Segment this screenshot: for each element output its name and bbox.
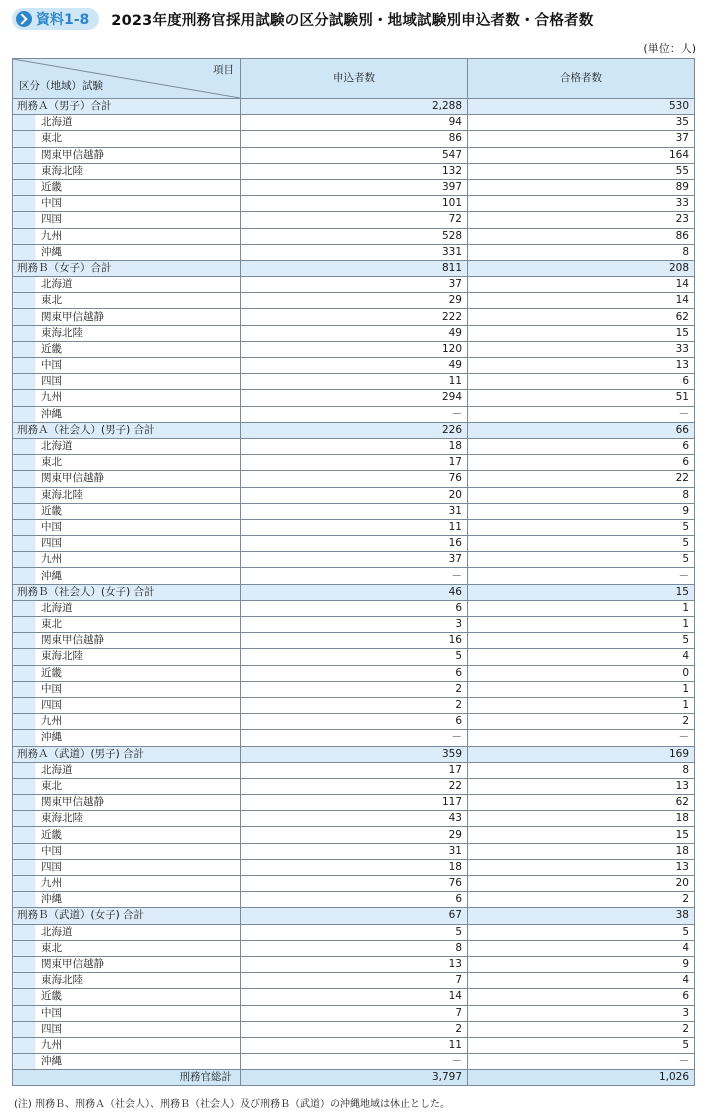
applicants-cell: 2: [241, 681, 468, 697]
subtotal-row: [13, 746, 695, 762]
table-row: [13, 179, 695, 195]
passed-cell: 37: [468, 131, 695, 147]
passed-cell: 1: [468, 697, 695, 713]
corner-header-cell: [13, 59, 241, 99]
applicants-cell: 2: [241, 1021, 468, 1037]
applicants-cell: －: [241, 1054, 468, 1070]
passed-cell: 8: [468, 762, 695, 778]
row-label: 九州: [13, 1037, 241, 1053]
applicants-cell: 8: [241, 940, 468, 956]
row-label: 近畿: [13, 341, 241, 357]
page-title: 2023年度刑務官採用試験の区分試験別・地域試験別申込者数・合格者数: [111, 12, 594, 29]
passed-cell: 62: [468, 309, 695, 325]
passed-cell: 5: [468, 924, 695, 940]
passed-cell: 86: [468, 228, 695, 244]
row-label: 沖縄: [13, 568, 241, 584]
passed-cell: 4: [468, 649, 695, 665]
row-label: 中国: [13, 358, 241, 374]
passed-cell: 2: [468, 1021, 695, 1037]
table-row: [13, 536, 695, 552]
applicants-cell: 22: [241, 778, 468, 794]
row-label: 近畿: [13, 179, 241, 195]
row-label: 刑務Ｂ（武道）(女子) 合計: [13, 908, 241, 924]
row-label: 北海道: [13, 277, 241, 293]
subtotal-row: [13, 260, 695, 276]
passed-cell: 5: [468, 519, 695, 535]
row-label: 九州: [13, 714, 241, 730]
table-row: [13, 697, 695, 713]
table-row: [13, 730, 695, 746]
applicants-cell: 11: [241, 519, 468, 535]
table-row: [13, 649, 695, 665]
applicants-cell: 86: [241, 131, 468, 147]
table-row: [13, 228, 695, 244]
table-row: [13, 633, 695, 649]
row-label: 北海道: [13, 762, 241, 778]
subtotal-row: [13, 99, 695, 115]
applicants-cell: 49: [241, 325, 468, 341]
row-label: 四国: [13, 374, 241, 390]
table-row: [13, 438, 695, 454]
row-label: 九州: [13, 876, 241, 892]
row-label: 北海道: [13, 924, 241, 940]
passed-cell: 6: [468, 455, 695, 471]
table-row: [13, 924, 695, 940]
row-label: 中国: [13, 196, 241, 212]
passed-cell: 169: [468, 746, 695, 762]
passed-cell: 8: [468, 487, 695, 503]
passed-cell: －: [468, 406, 695, 422]
table-row: [13, 455, 695, 471]
applicants-cell: 31: [241, 843, 468, 859]
passed-cell: 18: [468, 811, 695, 827]
table-row: [13, 973, 695, 989]
passed-cell: 15: [468, 325, 695, 341]
row-label: 東北: [13, 293, 241, 309]
applicants-cell: 6: [241, 600, 468, 616]
row-label: 中国: [13, 681, 241, 697]
table-row: [13, 665, 695, 681]
applicants-cell: 14: [241, 989, 468, 1005]
table-row: [13, 519, 695, 535]
table-row: [13, 714, 695, 730]
table-row: [13, 940, 695, 956]
row-label: 北海道: [13, 438, 241, 454]
passed-cell: 20: [468, 876, 695, 892]
row-label: 四国: [13, 697, 241, 713]
table-row: [13, 341, 695, 357]
passed-cell: 3: [468, 1005, 695, 1021]
passed-cell: 1: [468, 681, 695, 697]
applicants-cell: －: [241, 406, 468, 422]
passed-cell: 530: [468, 99, 695, 115]
passed-cell: 9: [468, 956, 695, 972]
row-label: 近畿: [13, 989, 241, 1005]
table-row: [13, 1021, 695, 1037]
table-row: [13, 989, 695, 1005]
data-table: [12, 58, 695, 1086]
passed-cell: 15: [468, 584, 695, 600]
table-row: [13, 1054, 695, 1070]
unit-label: (単位：人): [643, 42, 696, 55]
table-row: [13, 778, 695, 794]
applicants-cell: 17: [241, 762, 468, 778]
table-row: [13, 552, 695, 568]
table-row: [13, 568, 695, 584]
table-row: [13, 762, 695, 778]
row-label: 沖縄: [13, 730, 241, 746]
table-body: [13, 99, 695, 1086]
row-label: 沖縄: [13, 244, 241, 260]
passed-cell: 33: [468, 196, 695, 212]
row-label: 刑務Ｂ（社会人）(女子) 合計: [13, 584, 241, 600]
applicants-cell: 120: [241, 341, 468, 357]
table-row: [13, 212, 695, 228]
applicants-cell: 294: [241, 390, 468, 406]
document-badge: [12, 8, 99, 30]
table-row: [13, 795, 695, 811]
row-label: 関東甲信越静: [13, 956, 241, 972]
passed-cell: 164: [468, 147, 695, 163]
row-label: 東海北陸: [13, 973, 241, 989]
passed-cell: 15: [468, 827, 695, 843]
passed-cell: 33: [468, 341, 695, 357]
row-label: 関東甲信越静: [13, 471, 241, 487]
applicants-cell: 11: [241, 374, 468, 390]
grand-total-row: [13, 1070, 695, 1086]
table-row: [13, 358, 695, 374]
row-label: 沖縄: [13, 1054, 241, 1070]
table-row: [13, 309, 695, 325]
table-row: [13, 244, 695, 260]
passed-cell: 6: [468, 438, 695, 454]
applicants-cell: －: [241, 568, 468, 584]
applicants-cell: 13: [241, 956, 468, 972]
table-row: [13, 956, 695, 972]
table-row: [13, 827, 695, 843]
table-row: [13, 147, 695, 163]
applicants-cell: 49: [241, 358, 468, 374]
passed-cell: 8: [468, 244, 695, 260]
subtotal-row: [13, 908, 695, 924]
row-label: 四国: [13, 1021, 241, 1037]
row-label: 東北: [13, 131, 241, 147]
passed-cell: －: [468, 1054, 695, 1070]
applicants-cell: 16: [241, 633, 468, 649]
passed-cell: 5: [468, 536, 695, 552]
row-label: 沖縄: [13, 892, 241, 908]
passed-cell: 38: [468, 908, 695, 924]
passed-cell: 9: [468, 503, 695, 519]
table-row: [13, 131, 695, 147]
passed-cell: 4: [468, 940, 695, 956]
row-label: 近畿: [13, 503, 241, 519]
applicants-cell: 37: [241, 552, 468, 568]
applicants-cell: 7: [241, 973, 468, 989]
row-label: 関東甲信越静: [13, 309, 241, 325]
applicants-cell: 6: [241, 892, 468, 908]
passed-cell: 1,026: [468, 1070, 695, 1086]
row-label: 近畿: [13, 827, 241, 843]
row-label: 東海北陸: [13, 649, 241, 665]
chevron-icon: [16, 11, 32, 27]
table-row: [13, 859, 695, 875]
row-label: 九州: [13, 552, 241, 568]
row-label: 東北: [13, 455, 241, 471]
table-row: [13, 325, 695, 341]
row-label: 九州: [13, 390, 241, 406]
applicants-cell: 11: [241, 1037, 468, 1053]
table-row: [13, 374, 695, 390]
row-label: 東北: [13, 778, 241, 794]
applicants-cell: 46: [241, 584, 468, 600]
applicants-cell: 359: [241, 746, 468, 762]
row-label: 東海北陸: [13, 487, 241, 503]
table-row: [13, 1037, 695, 1053]
applicants-cell: 17: [241, 455, 468, 471]
row-label: 刑務Ａ（社会人）(男子) 合計: [13, 422, 241, 438]
table-row: [13, 876, 695, 892]
applicants-cell: 3: [241, 617, 468, 633]
corner-bottom-label: 区分（地域）試験: [19, 80, 103, 92]
passed-cell: 0: [468, 665, 695, 681]
applicants-cell: 29: [241, 827, 468, 843]
applicants-cell: 6: [241, 714, 468, 730]
applicants-cell: 226: [241, 422, 468, 438]
passed-cell: 66: [468, 422, 695, 438]
passed-cell: 2: [468, 714, 695, 730]
applicants-cell: 16: [241, 536, 468, 552]
row-label: 四国: [13, 536, 241, 552]
passed-cell: －: [468, 568, 695, 584]
passed-cell: 1: [468, 617, 695, 633]
row-label: 刑務Ａ（武道）(男子) 合計: [13, 746, 241, 762]
applicants-cell: 31: [241, 503, 468, 519]
applicants-cell: 528: [241, 228, 468, 244]
applicants-cell: 94: [241, 115, 468, 131]
table-row: [13, 115, 695, 131]
table-row: [13, 163, 695, 179]
applicants-cell: 67: [241, 908, 468, 924]
table-row: [13, 600, 695, 616]
passed-cell: 2: [468, 892, 695, 908]
applicants-cell: 547: [241, 147, 468, 163]
row-label: 北海道: [13, 115, 241, 131]
row-label: 中国: [13, 843, 241, 859]
row-label: 近畿: [13, 665, 241, 681]
applicants-cell: 811: [241, 260, 468, 276]
row-label: 刑務Ａ（男子）合計: [13, 99, 241, 115]
applicants-cell: －: [241, 730, 468, 746]
passed-cell: 13: [468, 859, 695, 875]
table-row: [13, 487, 695, 503]
badge-label: 資料1-8: [36, 12, 90, 28]
row-label: 東北: [13, 940, 241, 956]
applicants-cell: 2,288: [241, 99, 468, 115]
table-row: [13, 811, 695, 827]
passed-cell: 22: [468, 471, 695, 487]
passed-cell: 55: [468, 163, 695, 179]
table-row: [13, 617, 695, 633]
passed-cell: 6: [468, 989, 695, 1005]
row-label: 関東甲信越静: [13, 633, 241, 649]
applicants-cell: 5: [241, 924, 468, 940]
applicants-cell: 397: [241, 179, 468, 195]
footnote: (注) 刑務Ｂ、刑務Ａ（社会人）、刑務Ｂ（社会人）及び刑務Ｂ（武道）の沖縄地域は休止とした。: [14, 1099, 450, 1110]
passed-cell: 5: [468, 633, 695, 649]
applicants-cell: 72: [241, 212, 468, 228]
passed-cell: －: [468, 730, 695, 746]
row-label: 四国: [13, 212, 241, 228]
table-row: [13, 196, 695, 212]
applicants-cell: 117: [241, 795, 468, 811]
passed-cell: 18: [468, 843, 695, 859]
applicants-cell: 29: [241, 293, 468, 309]
row-label: 東北: [13, 617, 241, 633]
applicants-cell: 101: [241, 196, 468, 212]
row-label: 沖縄: [13, 406, 241, 422]
row-label: 中国: [13, 1005, 241, 1021]
table-row: [13, 406, 695, 422]
passed-cell: 1: [468, 600, 695, 616]
applicants-cell: 5: [241, 649, 468, 665]
table-row: [13, 843, 695, 859]
applicants-cell: 331: [241, 244, 468, 260]
passed-cell: 23: [468, 212, 695, 228]
applicants-cell: 222: [241, 309, 468, 325]
passed-cell: 14: [468, 277, 695, 293]
table-row: [13, 503, 695, 519]
passed-cell: 35: [468, 115, 695, 131]
row-label: 関東甲信越静: [13, 795, 241, 811]
applicants-cell: 6: [241, 665, 468, 681]
passed-cell: 14: [468, 293, 695, 309]
table-row: [13, 1005, 695, 1021]
table-row: [13, 681, 695, 697]
passed-cell: 5: [468, 1037, 695, 1053]
row-label: 九州: [13, 228, 241, 244]
column-header-applicants: 申込者数: [241, 59, 468, 99]
page-header: [12, 6, 593, 32]
row-label: 関東甲信越静: [13, 147, 241, 163]
passed-cell: 13: [468, 778, 695, 794]
table-row: [13, 390, 695, 406]
row-label: 東海北陸: [13, 163, 241, 179]
passed-cell: 6: [468, 374, 695, 390]
applicants-cell: 37: [241, 277, 468, 293]
passed-cell: 4: [468, 973, 695, 989]
column-header-passed: 合格者数: [468, 59, 695, 99]
corner-top-label: 項目: [213, 64, 234, 76]
applicants-cell: 43: [241, 811, 468, 827]
row-label: 北海道: [13, 600, 241, 616]
passed-cell: 5: [468, 552, 695, 568]
subtotal-row: [13, 422, 695, 438]
table-header-row: [13, 59, 695, 99]
applicants-cell: 20: [241, 487, 468, 503]
applicants-cell: 3,797: [241, 1070, 468, 1086]
table-row: [13, 892, 695, 908]
row-label: 刑務官総計: [13, 1070, 241, 1086]
applicants-cell: 18: [241, 859, 468, 875]
passed-cell: 51: [468, 390, 695, 406]
row-label: 東海北陸: [13, 811, 241, 827]
applicants-cell: 76: [241, 876, 468, 892]
row-label: 東海北陸: [13, 325, 241, 341]
passed-cell: 62: [468, 795, 695, 811]
table-row: [13, 277, 695, 293]
applicants-cell: 76: [241, 471, 468, 487]
subtotal-row: [13, 584, 695, 600]
passed-cell: 89: [468, 179, 695, 195]
applicants-cell: 132: [241, 163, 468, 179]
applicants-cell: 18: [241, 438, 468, 454]
row-label: 中国: [13, 519, 241, 535]
row-label: 刑務Ｂ（女子）合計: [13, 260, 241, 276]
applicants-cell: 2: [241, 697, 468, 713]
passed-cell: 13: [468, 358, 695, 374]
table-row: [13, 293, 695, 309]
applicants-cell: 7: [241, 1005, 468, 1021]
table-row: [13, 471, 695, 487]
passed-cell: 208: [468, 260, 695, 276]
row-label: 四国: [13, 859, 241, 875]
